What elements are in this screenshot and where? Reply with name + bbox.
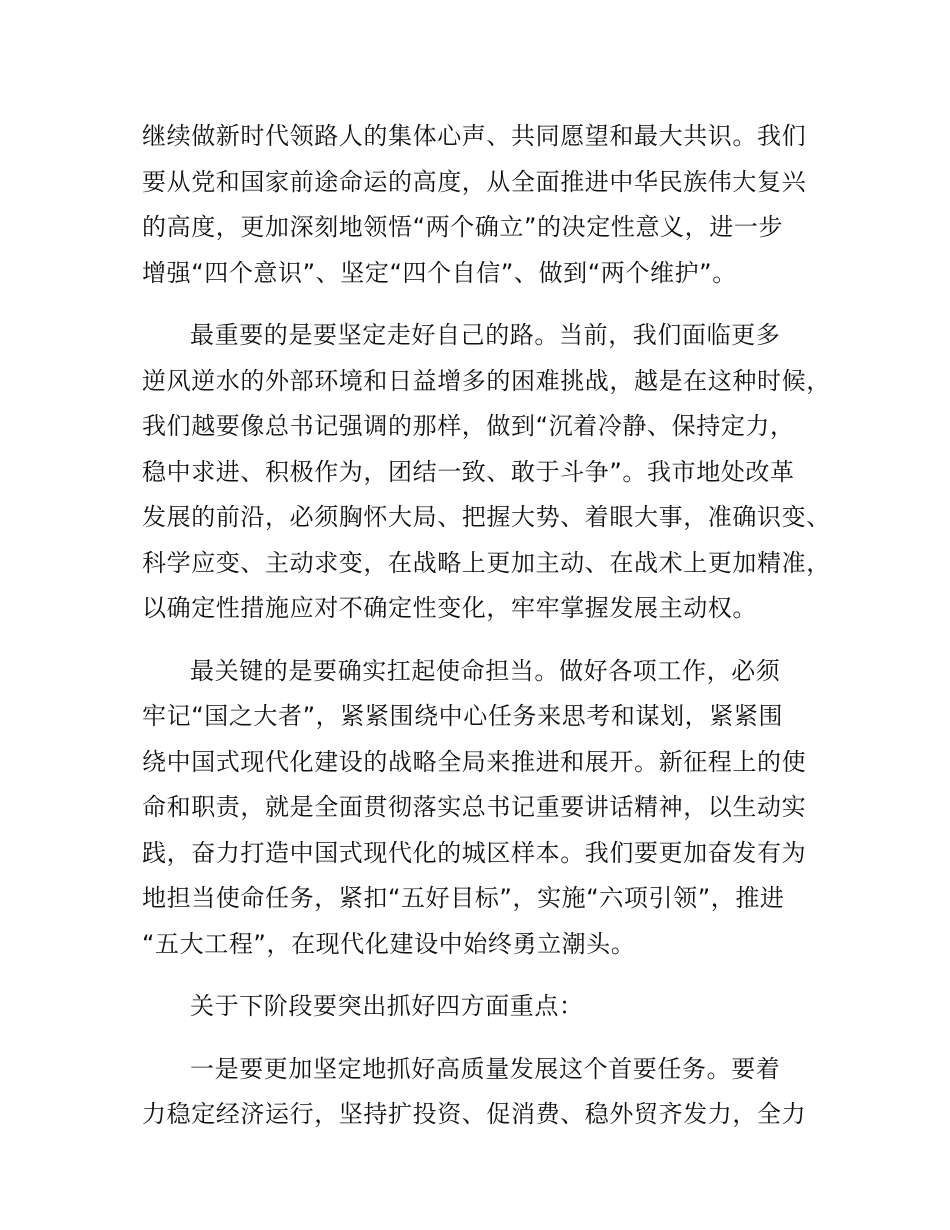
paragraph-line: 科学应变、主动求变，在战略上更加主动、在战术上更加精准， — [142, 548, 831, 577]
paragraph-spacer — [142, 1030, 832, 1047]
paragraph-line: 稳中求进、积极作为，团结一致、敢于斗争”。我市地处改革 — [142, 457, 795, 486]
paragraph-4 — [142, 984, 832, 1030]
paragraph-5 — [142, 1047, 832, 1138]
paragraph-line: 发展的前沿，必须胸怀大局、把握大势、着眼大事，准确识变、 — [142, 503, 831, 531]
paragraph-line: 关于下阶段要突出抓好四方面重点： — [190, 992, 584, 1020]
paragraph-line: 最关键的是要确实扛起使命担当。做好各项工作，必须 — [190, 656, 781, 685]
paragraph-line: 要从党和国家前途命运的高度，从全面推进中华民族伟大复兴 — [142, 167, 807, 196]
paragraph-spacer — [142, 632, 832, 649]
paragraph-line: 牢记“国之大者”，紧紧围绕中心任务来思考和谋划，紧紧围 — [142, 702, 784, 730]
paragraph-1 — [142, 114, 832, 296]
paragraph-spacer — [142, 967, 832, 984]
paragraph-line: 以确定性措施应对不确定性变化，牢牢掌握发展主动权。 — [142, 594, 757, 622]
paragraph-3 — [142, 649, 832, 968]
paragraph-line: 一是要更加坚定地抓好高质量发展这个首要任务。要着 — [190, 1054, 781, 1083]
paragraph-line: 逆风逆水的外部环境和日益增多的困难挑战，越是在这种时候， — [142, 366, 831, 395]
paragraph-line: 命和职责，就是全面贯彻落实总书记重要讲话精神，以生动实 — [142, 793, 807, 821]
paragraph-line: 我们越要像总书记强调的那样，做到“沉着冷静、保持定力， — [142, 412, 795, 440]
paragraph-line: 力稳定经济运行，坚持扩投资、促消费、稳外贸齐发力，全力 — [142, 1100, 807, 1128]
paragraph-line: 的高度，更加深刻地领悟“两个确立”的决定性意义，进一步 — [142, 213, 784, 241]
paragraph-2 — [142, 313, 832, 632]
document-body — [142, 114, 832, 1138]
paragraph-line: 最重要的是要坚定走好自己的路。当前，我们面临更多 — [190, 321, 781, 349]
paragraph-line: 继续做新时代领路人的集体心声、共同愿望和最大共识。我们 — [142, 122, 807, 150]
paragraph-line: 增强“四个意识”、坚定“四个自信”、做到“两个维护”。 — [142, 258, 737, 287]
paragraph-line: 绕中国式现代化建设的战略全局来推进和展开。新征程上的使 — [142, 747, 807, 776]
paragraph-spacer — [142, 296, 832, 313]
paragraph-line: 践，奋力打造中国式现代化的城区样本。我们要更加奋发有为 — [142, 838, 807, 867]
paragraph-line: 地担当使命任务，紧扣“五好目标”，实施“六项引领”，推进 — [142, 884, 785, 912]
paragraph-line: “五大工程”，在现代化建设中始终勇立潮头。 — [142, 929, 636, 958]
